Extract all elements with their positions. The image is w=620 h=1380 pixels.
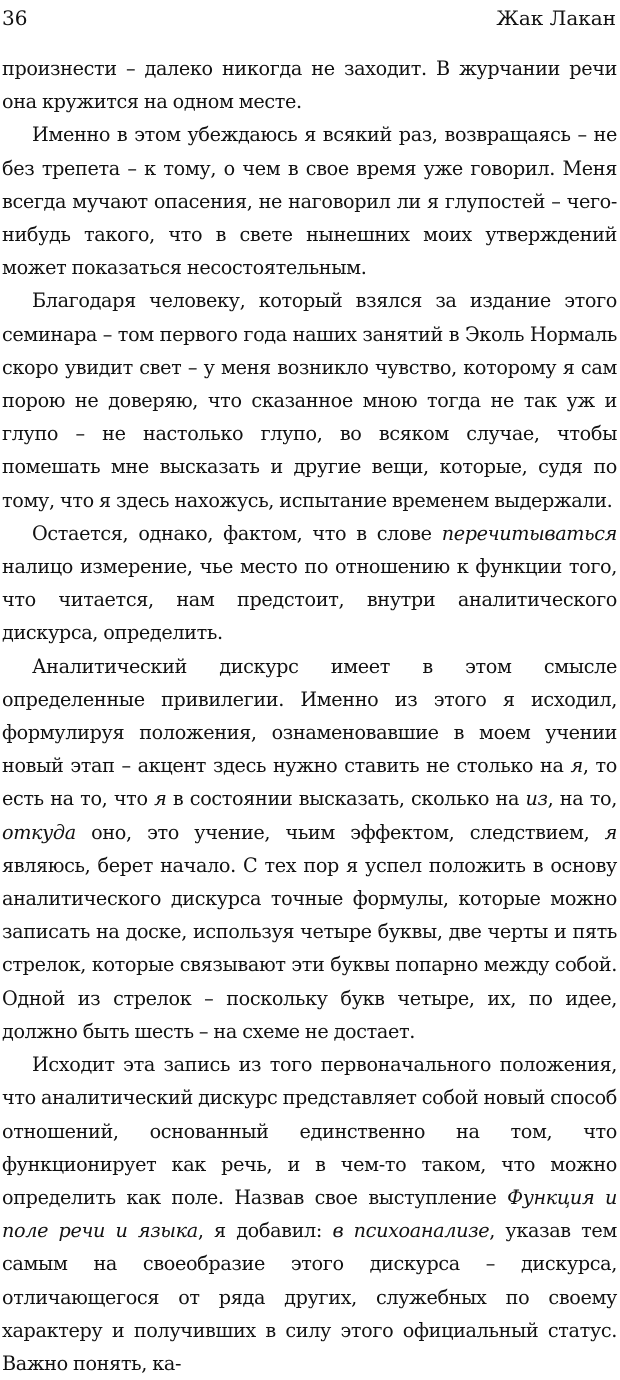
paragraph-text: , указав тем самым на своеобразие этого дискурса – дискурса, отличающегося от ряда других, служебных по своему характеру и получивших в силу этого официальный статус. Важно понять, ка- bbox=[2, 1219, 618, 1375]
italic-text: перечитываться bbox=[441, 521, 617, 545]
italic-text: я bbox=[570, 754, 583, 778]
paragraph-text: , то есть на то, что bbox=[2, 754, 617, 811]
paragraph-text: Именно в этом убеждаюсь я всякий раз, возвращаясь – не без трепета – к тому, о чем в свое время уже говорил. Меня всегда мучают опасения, не наговорил ли я глупостей – чего-нибудь такого, что в свете нынешних моих утверждений может показаться несостоятельным. bbox=[2, 123, 617, 280]
paragraph-text: Остается, однако, фактом, что в слове bbox=[32, 521, 442, 545]
paragraph-text: оно, это учение, чьим эффектом, следствием, bbox=[75, 820, 605, 844]
italic-text: Функция и поле речи и языка bbox=[2, 1185, 617, 1243]
italic-text: в психоанализе bbox=[332, 1219, 490, 1243]
paragraph-text: , я добавил: bbox=[197, 1219, 333, 1243]
italic-text: я bbox=[604, 820, 617, 844]
italic-text: откуда bbox=[2, 820, 76, 844]
paragraph-text: являюсь, берет начало. С тех пор я успел положить в основу аналитического дискурса точные формулы, которые можно записать на доске, используя четыре буквы, две черты и пять стрелок, которые связывают эти буквы попарно между собой. Одной из стрелок – поскольку букв четыре, их, по идее, должно быть шесть – на схеме не достает. bbox=[2, 853, 617, 1043]
italic-text: я bbox=[154, 787, 167, 811]
paragraph-text: Исходит эта запись из того первоначального положения, что аналитический дискурс представляет собой новый способ отношений, основанный единственно на том, что функционирует как речь, и в чем-то таком, что можно определить как поле. Назвав свое выступление bbox=[2, 1053, 617, 1209]
paragraph-text: произнести – далеко никогда не заходит. В журчании речи она кружится на одном месте. bbox=[2, 57, 617, 114]
paragraph bbox=[2, 1048, 617, 1380]
running-title: Жак Лакан bbox=[496, 6, 616, 30]
paragraph bbox=[2, 517, 617, 650]
paragraph-text: в состоянии высказать, сколько на bbox=[166, 787, 526, 811]
paragraph-text: Благодаря человеку, который взялся за издание этого семинара – том первого года наших занятий в Эколь Нормаль скоро увидит свет – у меня возникло чувство, которому я сам порою не доверяю, что сказанное мною тогда не так уж и глупо – не настолько глупо, во всяком случае, чтобы помешать мне высказать и другие вещи, которые, судя по тому, что я здесь нахожусь, испытание временем выдержали. bbox=[2, 289, 617, 512]
paragraph bbox=[2, 284, 617, 516]
page-number: 36 bbox=[2, 6, 28, 30]
paragraph-text: налицо измерение, чье место по отношению к функции того, что читается, нам предстоит, внутри аналитического дискурса, определить. bbox=[2, 555, 617, 645]
paragraph bbox=[2, 118, 617, 284]
paragraph-text: Аналитический дискурс имеет в этом смысле определенные привилегии. Именно из этого я исходил, формулируя положения, ознаменовавшие в моем учении новый этап – акцент здесь нужно ставить не столько на bbox=[2, 654, 617, 778]
page-body bbox=[2, 52, 617, 1380]
italic-text: из bbox=[525, 787, 548, 811]
paragraph bbox=[2, 52, 617, 118]
paragraph bbox=[2, 650, 617, 1048]
page-header bbox=[0, 2, 620, 34]
paragraph-text: , на то, bbox=[547, 787, 617, 811]
